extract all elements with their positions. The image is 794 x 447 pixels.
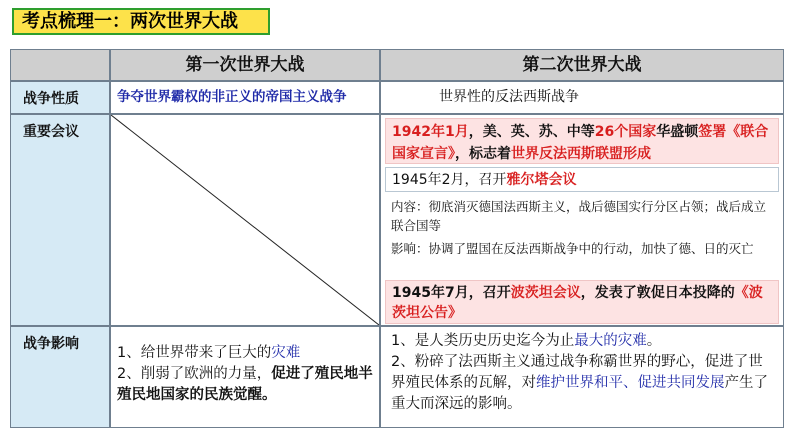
m1-text-a: ，美、英、苏、中等 [468,124,595,140]
m3-proclamation: 《波茨坦公告》 [392,285,763,321]
m1-place: 华盛顿 [656,124,699,140]
impact-ww2-2b: 维护世界和平、促进共同发展 [536,375,725,391]
impact-ww2-2c: 产生了重大而深远的影响。 [391,375,768,412]
row-label-impact: 战争影响 [10,326,110,428]
impact-ww1-2a: 2、削弱了欧洲的力量， [117,366,272,382]
header-ww2: 第二次世界大战 [380,49,784,81]
cell-meetings-ww1 [110,114,380,326]
m3-text-b: ，发表了敦促日本投降的 [580,285,735,301]
m3-name: 波茨坦会议 [510,285,581,301]
impact-ww1-1a: 1、给世界带来了巨大的 [117,345,272,361]
comparison-table [10,49,784,428]
nature-ww1-text: 争夺世界霸权的非正义的帝国主义战争 [117,89,347,105]
meeting-yalta [385,167,779,192]
m1-date: 1942年1月 [392,124,469,140]
cell-impact-ww1 [110,326,380,428]
cell-nature-ww1 [110,81,380,114]
cell-impact-ww2 [380,326,784,428]
yalta-content: 内容：彻底消灭德国法西斯主义，战后德国实行分区占领；战后成立联合国等 [385,195,779,236]
m1-sign: 签署 [698,124,727,140]
m1-text-b: ，标志着 [455,146,511,162]
impact-ww2-1b: 最大的灾难 [574,333,647,349]
cell-nature-ww2 [380,81,784,114]
m2-text: 1945年2月，召开 [392,172,507,188]
nature-ww2-text: 世界性的反法西斯战争 [439,89,579,105]
meeting-potsdam [385,280,779,324]
impact-ww2-2a: 2、粉碎了法西斯主义通过战争称霸世界的野心，促进了世界殖民体系的瓦解，对 [391,354,763,391]
m2-name: 雅尔塔会议 [506,172,577,188]
page-title: 考点梳理一：两次世界大战 [12,8,270,35]
cell-meetings-ww2 [380,114,784,326]
yalta-effect: 影响：协调了盟国在反法西斯战争中的行动，加快了德、日的灭亡 [385,237,779,278]
row-label-meetings: 重要会议 [10,114,110,326]
impact-ww2-1a: 1、是人类历史历史迄今为止 [391,333,575,349]
impact-ww2-text [391,331,777,415]
impact-ww1-2b: 促进了殖民地半殖民地国家的民族觉醒。 [117,366,373,403]
m1-alliance: 世界反法西斯联盟形成 [511,146,651,162]
impact-ww1-text [117,343,375,406]
meeting-1942 [385,118,779,164]
row-label-nature: 战争性质 [10,81,110,114]
header-ww1: 第一次世界大战 [110,49,380,81]
empty-cell-diagonal [111,115,379,325]
impact-ww2-1c: 。 [646,333,662,349]
m1-countries: 26个国家 [594,124,657,140]
impact-ww1-1b: 灾难 [271,345,301,361]
m3-text-a: 1945年7月，召开 [392,285,511,301]
header-corner [10,49,110,81]
m1-declaration: 《联合国家宣言》 [392,124,769,162]
